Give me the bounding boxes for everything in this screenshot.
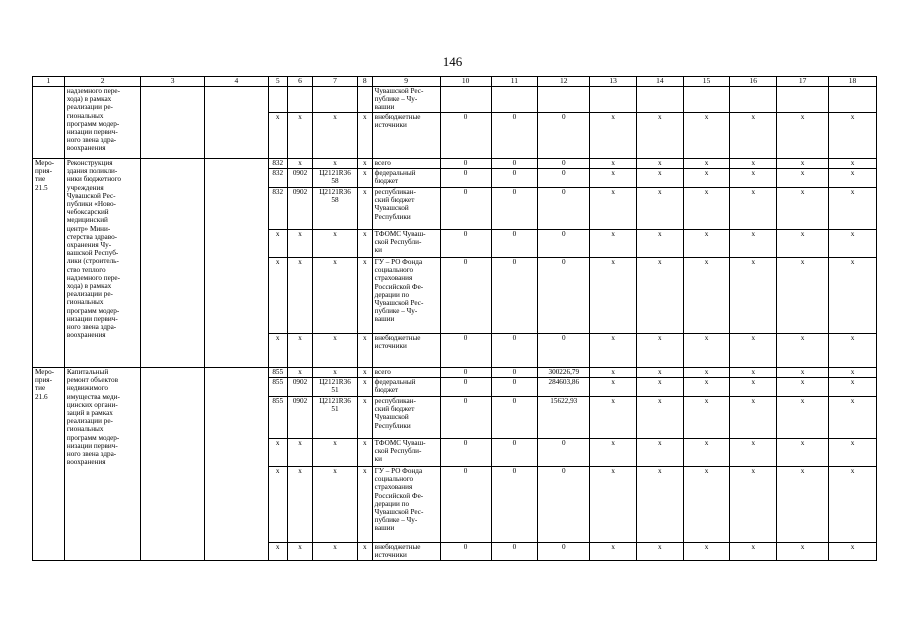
amount-13: х xyxy=(590,543,637,561)
code-section: х xyxy=(287,258,312,334)
amount-17: х xyxy=(777,113,829,159)
amount-14: х xyxy=(636,378,683,397)
code-grbs: 855 xyxy=(268,368,287,378)
code-section: х xyxy=(287,159,312,169)
amount-10: 0 xyxy=(440,159,491,169)
funding-source: внебюджетные источники xyxy=(372,334,440,368)
amount-13: х xyxy=(590,334,637,368)
code-target: х xyxy=(313,543,358,561)
amount-15: х xyxy=(683,378,730,397)
code-type: х xyxy=(357,543,372,561)
amount-16: х xyxy=(730,397,777,439)
amount-18: х xyxy=(829,188,877,230)
code-section xyxy=(287,87,312,113)
amount-16: х xyxy=(730,230,777,258)
amount-16: х xyxy=(730,113,777,159)
amount-15: х xyxy=(683,467,730,543)
amount-10: 0 xyxy=(440,169,491,188)
amount-18: х xyxy=(829,159,877,169)
table-row xyxy=(33,159,877,169)
amount-17: х xyxy=(777,397,829,439)
code-type: х xyxy=(357,188,372,230)
amount-14: х xyxy=(636,230,683,258)
amount-10: 0 xyxy=(440,368,491,378)
header-col-7: 7 xyxy=(313,77,358,87)
amount-13 xyxy=(590,87,637,113)
code-section: 0902 xyxy=(287,378,312,397)
amount-17: х xyxy=(777,258,829,334)
code-type: х xyxy=(357,378,372,397)
code-target: х xyxy=(313,113,358,159)
amount-14: х xyxy=(636,439,683,467)
code-grbs xyxy=(268,87,287,113)
funding-source: Чувашской Рес- публике – Чу- вашии xyxy=(372,87,440,113)
page-number: 146 xyxy=(442,54,463,69)
amount-14: х xyxy=(636,397,683,439)
amount-14: х xyxy=(636,467,683,543)
funding-source: всего xyxy=(372,159,440,169)
amount-10: 0 xyxy=(440,113,491,159)
code-type: х xyxy=(357,113,372,159)
code-target: Ц2121R36 58 xyxy=(313,188,358,230)
code-type: х xyxy=(357,467,372,543)
amount-12: 0 xyxy=(538,439,590,467)
funding-source: ТФОМС Чуваш- ской Республи- ки xyxy=(372,439,440,467)
amount-11: 0 xyxy=(491,169,538,188)
code-grbs: 855 xyxy=(268,397,287,439)
funding-source: внебюджетные источники xyxy=(372,113,440,159)
amount-18: х xyxy=(829,467,877,543)
code-target: х xyxy=(313,159,358,169)
code-type xyxy=(357,87,372,113)
funding-source: внебюджетные источники xyxy=(372,543,440,561)
amount-11: 0 xyxy=(491,230,538,258)
amount-14: х xyxy=(636,334,683,368)
amount-13: х xyxy=(590,397,637,439)
event-number: Меро- прия- тие 21.6 xyxy=(33,368,65,561)
code-grbs: 832 xyxy=(268,169,287,188)
amount-10: 0 xyxy=(440,543,491,561)
amount-12: 0 xyxy=(538,169,590,188)
amount-15: х xyxy=(683,159,730,169)
amount-14: х xyxy=(636,258,683,334)
code-grbs: 855 xyxy=(268,378,287,397)
amount-13: х xyxy=(590,258,637,334)
funding-source: ГУ – РО Фонда социального страхования Российской Фе- дерации по Чувашской Рес- публике – Чу- вашии xyxy=(372,467,440,543)
amount-16: х xyxy=(730,169,777,188)
amount-16: х xyxy=(730,368,777,378)
amount-16: х xyxy=(730,439,777,467)
amount-17: х xyxy=(777,159,829,169)
code-target: х xyxy=(313,368,358,378)
event-number: Меро- прия- тие 21.5 xyxy=(33,159,65,368)
amount-14: х xyxy=(636,113,683,159)
code-target: х xyxy=(313,439,358,467)
funding-source: ГУ – РО Фонда социального страхования Российской Фе- дерации по Чувашской Рес- публике – Чу- вашии xyxy=(372,258,440,334)
amount-15: х xyxy=(683,397,730,439)
amount-10: 0 xyxy=(440,397,491,439)
amount-17: х xyxy=(777,169,829,188)
event-number xyxy=(33,87,65,159)
amount-11: 0 xyxy=(491,159,538,169)
amount-16: х xyxy=(730,378,777,397)
header-col-16: 16 xyxy=(730,77,777,87)
amount-11: 0 xyxy=(491,258,538,334)
header-col-18: 18 xyxy=(829,77,877,87)
amount-11: 0 xyxy=(491,368,538,378)
code-type: х xyxy=(357,169,372,188)
amount-12: 0 xyxy=(538,113,590,159)
amount-15: х xyxy=(683,334,730,368)
code-target: Ц2121R36 51 xyxy=(313,397,358,439)
code-section: х xyxy=(287,439,312,467)
amount-15: х xyxy=(683,258,730,334)
code-grbs: х xyxy=(268,543,287,561)
amount-18: х xyxy=(829,113,877,159)
amount-13: х xyxy=(590,230,637,258)
header-col-10: 10 xyxy=(440,77,491,87)
amount-10: 0 xyxy=(440,230,491,258)
table-row xyxy=(33,87,877,113)
header-col-2: 2 xyxy=(64,77,140,87)
amount-17: х xyxy=(777,378,829,397)
amount-10: 0 xyxy=(440,378,491,397)
amount-10: 0 xyxy=(440,439,491,467)
header-col-12: 12 xyxy=(538,77,590,87)
amount-17: х xyxy=(777,188,829,230)
amount-14 xyxy=(636,87,683,113)
header-col-14: 14 xyxy=(636,77,683,87)
header-col-6: 6 xyxy=(287,77,312,87)
code-grbs: х xyxy=(268,113,287,159)
code-section: х xyxy=(287,467,312,543)
amount-13: х xyxy=(590,368,637,378)
code-type: х xyxy=(357,368,372,378)
code-target: Ц2121R36 58 xyxy=(313,169,358,188)
amount-16: х xyxy=(730,334,777,368)
code-section: х xyxy=(287,334,312,368)
table-body xyxy=(33,87,877,561)
responsible-col-3 xyxy=(141,159,205,368)
amount-13: х xyxy=(590,169,637,188)
amount-11: 0 xyxy=(491,467,538,543)
amount-14: х xyxy=(636,159,683,169)
amount-17: х xyxy=(777,334,829,368)
amount-17: х xyxy=(777,543,829,561)
code-target: х xyxy=(313,334,358,368)
amount-11 xyxy=(491,87,538,113)
header-col-8: 8 xyxy=(357,77,372,87)
header-col-13: 13 xyxy=(590,77,637,87)
amount-18 xyxy=(829,87,877,113)
amount-13: х xyxy=(590,439,637,467)
event-description: надземного пере- хода) в рамках реализации ре- гиональных программ модер- низации первич- ного звена здра- воохранения xyxy=(64,87,140,159)
code-section: х xyxy=(287,368,312,378)
event-description: Капитальный ремонт объектов недвижимого имущества меди- цинских органи- заций в рамках реализации ре- гиональных программ модер- низации первич- ного звена здра- воохранения xyxy=(64,368,140,561)
header-col-5: 5 xyxy=(268,77,287,87)
amount-11: 0 xyxy=(491,188,538,230)
amount-11: 0 xyxy=(491,439,538,467)
code-grbs: х xyxy=(268,258,287,334)
amount-18: х xyxy=(829,368,877,378)
amount-12: 0 xyxy=(538,334,590,368)
header-col-15: 15 xyxy=(683,77,730,87)
code-type: х xyxy=(357,439,372,467)
amount-14: х xyxy=(636,543,683,561)
code-section: 0902 xyxy=(287,188,312,230)
amount-10 xyxy=(440,87,491,113)
amount-18: х xyxy=(829,230,877,258)
responsible-col-4 xyxy=(204,159,268,368)
responsible-col-4 xyxy=(204,87,268,159)
amount-14: х xyxy=(636,169,683,188)
amount-13: х xyxy=(590,113,637,159)
header-col-4: 4 xyxy=(204,77,268,87)
amount-15: х xyxy=(683,543,730,561)
code-target: х xyxy=(313,467,358,543)
amount-11: 0 xyxy=(491,334,538,368)
amount-16 xyxy=(730,87,777,113)
code-grbs: 832 xyxy=(268,188,287,230)
amount-16: х xyxy=(730,467,777,543)
code-type: х xyxy=(357,397,372,439)
code-grbs: х xyxy=(268,467,287,543)
code-section: х xyxy=(287,113,312,159)
amount-12: 0 xyxy=(538,543,590,561)
code-section: х xyxy=(287,543,312,561)
amount-14: х xyxy=(636,368,683,378)
header-col-11: 11 xyxy=(491,77,538,87)
funding-source: всего xyxy=(372,368,440,378)
amount-13: х xyxy=(590,467,637,543)
code-section: 0902 xyxy=(287,397,312,439)
code-grbs: х xyxy=(268,439,287,467)
header-col-9: 9 xyxy=(372,77,440,87)
code-type: х xyxy=(357,334,372,368)
amount-12: 300226,79 xyxy=(538,368,590,378)
table-row xyxy=(33,368,877,378)
amount-12: 284603,86 xyxy=(538,378,590,397)
amount-17: х xyxy=(777,467,829,543)
code-grbs: х xyxy=(268,334,287,368)
header-row xyxy=(33,77,877,87)
amount-12: 0 xyxy=(538,230,590,258)
amount-15: х xyxy=(683,439,730,467)
amount-10: 0 xyxy=(440,467,491,543)
event-description: Реконструкция здания поликли- ники бюджетного учреждения Чувашской Рес- публики «Ново- чебоксарский медицинский центр» Мини- стерства здраво- охранения Чу- вашской Респуб- лики (строитель- ство теплого надземного пере- хода) в рамках реализации ре- гиональных программ модер- низации первич- ного звена здра- воохранения xyxy=(64,159,140,368)
code-grbs: х xyxy=(268,230,287,258)
responsible-col-4 xyxy=(204,368,268,561)
header-col-17: 17 xyxy=(777,77,829,87)
code-target xyxy=(313,87,358,113)
amount-15 xyxy=(683,87,730,113)
code-section: х xyxy=(287,230,312,258)
funding-source: ТФОМС Чуваш- ской Республи- ки xyxy=(372,230,440,258)
amount-13: х xyxy=(590,188,637,230)
amount-17 xyxy=(777,87,829,113)
amount-18: х xyxy=(829,334,877,368)
amount-11: 0 xyxy=(491,378,538,397)
amount-12: 15622,93 xyxy=(538,397,590,439)
amount-15: х xyxy=(683,188,730,230)
amount-18: х xyxy=(829,258,877,334)
amount-16: х xyxy=(730,159,777,169)
program-table xyxy=(32,76,877,561)
amount-15: х xyxy=(683,113,730,159)
code-target: х xyxy=(313,230,358,258)
amount-13: х xyxy=(590,159,637,169)
code-target: Ц2121R36 51 xyxy=(313,378,358,397)
code-type: х xyxy=(357,258,372,334)
funding-source: федеральный бюджет xyxy=(372,378,440,397)
responsible-col-3 xyxy=(141,87,205,159)
amount-16: х xyxy=(730,258,777,334)
amount-18: х xyxy=(829,169,877,188)
amount-18: х xyxy=(829,439,877,467)
amount-12: 0 xyxy=(538,467,590,543)
amount-12: 0 xyxy=(538,159,590,169)
amount-15: х xyxy=(683,368,730,378)
amount-15: х xyxy=(683,230,730,258)
code-grbs: 832 xyxy=(268,159,287,169)
code-section: 0902 xyxy=(287,169,312,188)
amount-10: 0 xyxy=(440,258,491,334)
amount-12: 0 xyxy=(538,188,590,230)
amount-10: 0 xyxy=(440,188,491,230)
header-col-3: 3 xyxy=(141,77,205,87)
amount-18: х xyxy=(829,543,877,561)
amount-11: 0 xyxy=(491,397,538,439)
amount-18: х xyxy=(829,397,877,439)
amount-15: х xyxy=(683,169,730,188)
amount-12 xyxy=(538,87,590,113)
amount-17: х xyxy=(777,230,829,258)
funding-source: республикан- ский бюджет Чувашской Республики xyxy=(372,188,440,230)
amount-12: 0 xyxy=(538,258,590,334)
amount-16: х xyxy=(730,543,777,561)
code-target: х xyxy=(313,258,358,334)
responsible-col-3 xyxy=(141,368,205,561)
amount-10: 0 xyxy=(440,334,491,368)
amount-18: х xyxy=(829,378,877,397)
header-col-1: 1 xyxy=(33,77,65,87)
amount-11: 0 xyxy=(491,543,538,561)
code-type: х xyxy=(357,230,372,258)
amount-17: х xyxy=(777,439,829,467)
funding-source: республикан- ский бюджет Чувашской Республики xyxy=(372,397,440,439)
amount-11: 0 xyxy=(491,113,538,159)
code-type: х xyxy=(357,159,372,169)
amount-17: х xyxy=(777,368,829,378)
amount-16: х xyxy=(730,188,777,230)
amount-14: х xyxy=(636,188,683,230)
funding-source: федеральный бюджет xyxy=(372,169,440,188)
amount-13: х xyxy=(590,378,637,397)
